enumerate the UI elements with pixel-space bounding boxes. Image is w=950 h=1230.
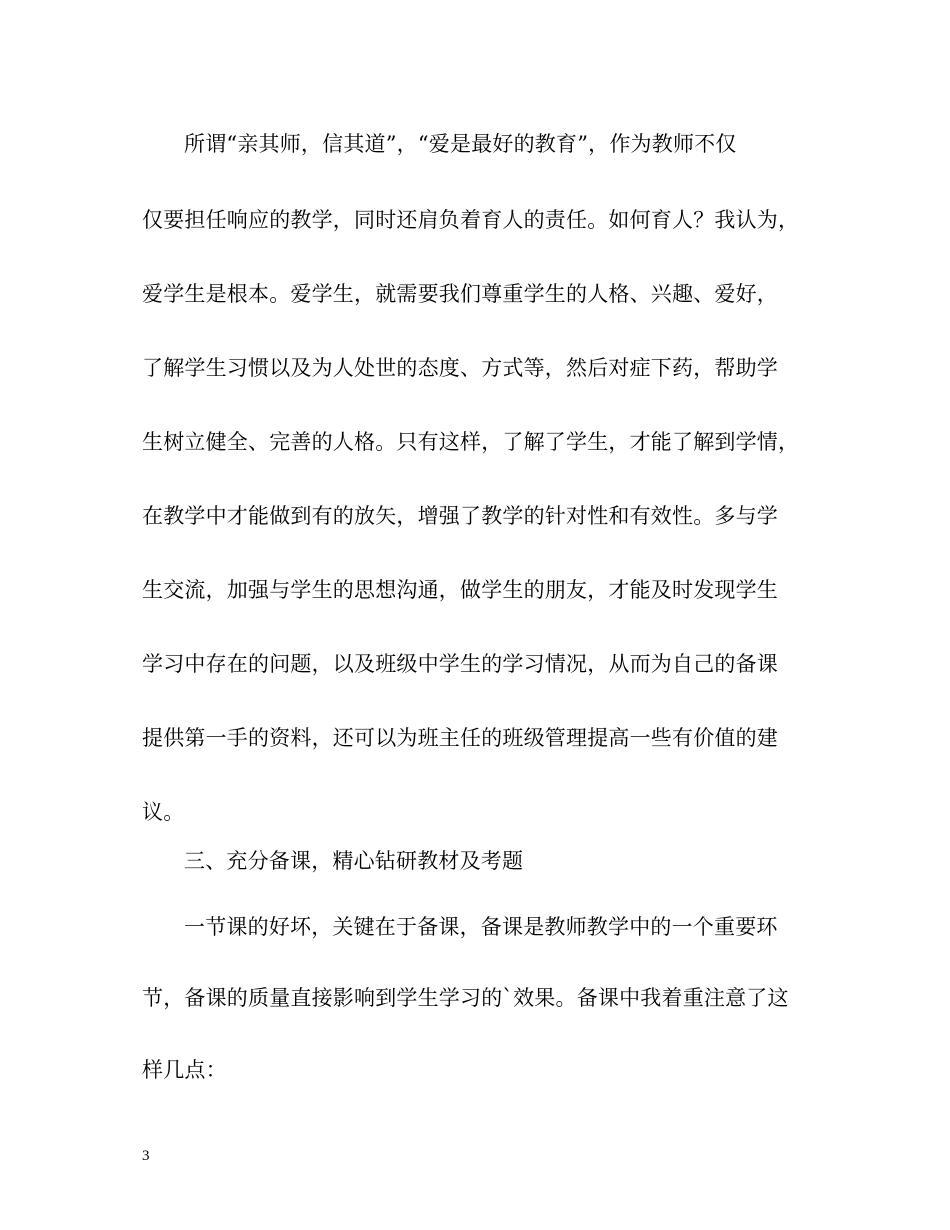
paragraph-1-line-7: 生交流，加强与学生的思想沟通，做学生的朋友，才能及时发现学生 <box>142 578 778 602</box>
paragraph-1-line-3: 爱学生是根本。爱学生，就需要我们尊重学生的人格、兴趣、爱好， <box>142 282 778 306</box>
section-heading: 三、充分备课，精心钻研教材及考题 <box>184 849 524 873</box>
paragraph-2-line-2: 节，备课的质量直接影响到学生学习的`效果。备课中我着重注意了这 <box>142 986 789 1010</box>
paragraph-2-line-1: 一节课的好坏，关键在于备课，备课是教师教学中的一个重要环 <box>184 915 778 939</box>
paragraph-1-line-2: 仅要担任响应的教学，同时还肩负着育人的责任。如何育人？我认为， <box>142 208 800 232</box>
paragraph-1-line-4: 了解学生习惯以及为人处世的态度、方式等，然后对症下药，帮助学 <box>142 356 778 380</box>
page-number: 3 <box>142 1148 150 1164</box>
paragraph-1-line-9: 提供第一手的资料，还可以为班主任的班级管理提高一些有价值的建 <box>142 726 778 750</box>
paragraph-2-line-3: 样几点： <box>142 1058 227 1082</box>
paragraph-1-line-5: 生树立健全、完善的人格。只有这样，了解了学生，才能了解到学情， <box>142 430 800 454</box>
paragraph-1-line-8: 学习中存在的问题，以及班级中学生的学习情况，从而为自己的备课 <box>142 652 778 676</box>
paragraph-1-line-10: 议。 <box>142 800 185 824</box>
paragraph-1-line-6: 在教学中才能做到有的放矢，增强了教学的针对性和有效性。多与学 <box>142 504 778 528</box>
paragraph-1-line-1: 所谓“亲其师，信其道”，“爱是最好的教育”，作为教师不仅 <box>184 132 737 156</box>
